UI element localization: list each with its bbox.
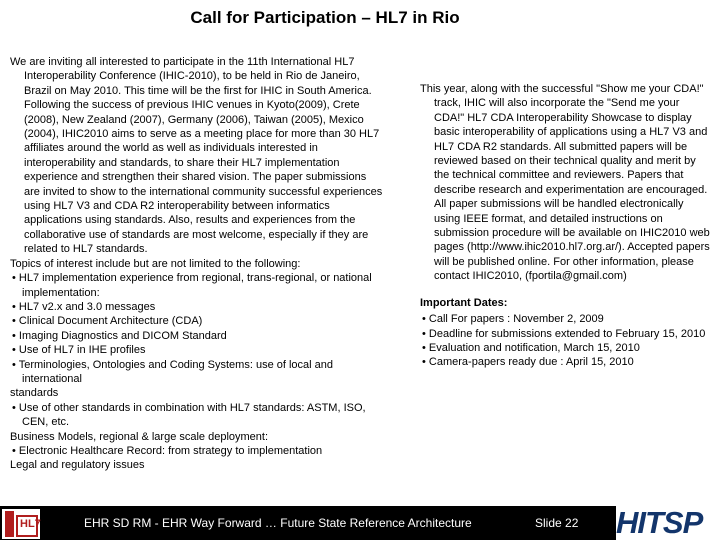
standards-line: standards xyxy=(10,387,59,400)
date-item: • Call For papers : November 2, 2009 xyxy=(422,313,604,326)
hitsp-logo: HITSP xyxy=(616,505,720,540)
slide-number: Slide 22 xyxy=(535,516,579,530)
hl7-logo xyxy=(2,509,40,539)
list-item: • HL7 v2.x and 3.0 messages xyxy=(12,300,156,313)
right-column xyxy=(420,82,710,370)
date-item: • Evaluation and notification, March 15, 2010 xyxy=(422,341,640,354)
list-item: • Clinical Document Architecture (CDA) xyxy=(12,315,203,328)
list-item: • HL7 implementation experience from regional, trans-regional, or national implementation: xyxy=(12,272,372,299)
list-item: • Use of HL7 in IHE profiles xyxy=(12,344,146,357)
footer-text: EHR SD RM - EHR Way Forward … Future State Reference Architecture xyxy=(84,516,472,530)
business-line: Business Models, regional & large scale deployment: xyxy=(10,430,269,443)
date-item: • Camera-papers ready due : April 15, 2010 xyxy=(422,356,634,369)
dates-heading: Important Dates: xyxy=(420,296,508,309)
showcase-paragraph: This year, along with the successful "Show me your CDA!" track, IHIC will also incorporate the "Send me your CDA!" HL7 CDA Interoperability Showcase to display basic interoperability of applications using a HL7 V3 and HL7 CDA R2 standards. All submitted papers will be reviewed based on their technical quality and merit by the technical committee and reviewers. Papers that describe research and experimentation are encouraged. All paper submissions will be handled electronically using IEEE format, and detailed instructions on submission procedure will be available on IHIC2010 web pages (http://www.ihic2010.hl7.org.ar/). Accepted papers will be published online. For other information, please contact IHIC2010, (fportila@gmail.com) xyxy=(420,83,710,283)
cutoff-line: Legal and regulatory issues xyxy=(10,459,145,472)
intro-paragraph: We are inviting all interested to participate in the 11th International HL7 Interoperability Conference (IHIC-2010), to be held in Rio de Janeiro, Brazil on May 2010. This time will be the first for IHIC in South America. Following the success of previous IHIC venues in Kyoto(2009), Crete (2008), New Zealand (2007), Germany (2006), Taiwan (2005), Mexico (2004), IHIC2010 aims to serve as a meeting place for more than 30 HL7 affiliates around the world as well as individuals interested in interoperability and standards, to share their HL7 implementation experience and strengthen their shared vision. The paper submissions are invited to show to the international community successful experiences using HL7 V3 and CDA R2 interoperability between informatics applications using standards. Also, results and experiences from the collaborative use of standards are most welcome, especially if they are related to HL7 standards. xyxy=(10,56,383,256)
list-item: • Electronic Healthcare Record: from strategy to implementation xyxy=(12,444,323,457)
left-column xyxy=(10,55,385,473)
hl7-logo-text: HL7 xyxy=(20,518,41,530)
list-item: • Imaging Diagnostics and DICOM Standard xyxy=(12,329,227,342)
list-item: • Use of other standards in combination with HL7 standards: ASTM, ISO, CEN, etc. xyxy=(12,401,366,429)
date-item: • Deadline for submissions extended to February 15, 2010 xyxy=(422,327,706,340)
page-title: Call for Participation – HL7 in Rio xyxy=(190,8,460,27)
list-item: • Terminologies, Ontologies and Coding Systems: use of local and international xyxy=(12,358,334,385)
topics-heading: Topics of interest include but are not limited to the following: xyxy=(10,257,301,270)
